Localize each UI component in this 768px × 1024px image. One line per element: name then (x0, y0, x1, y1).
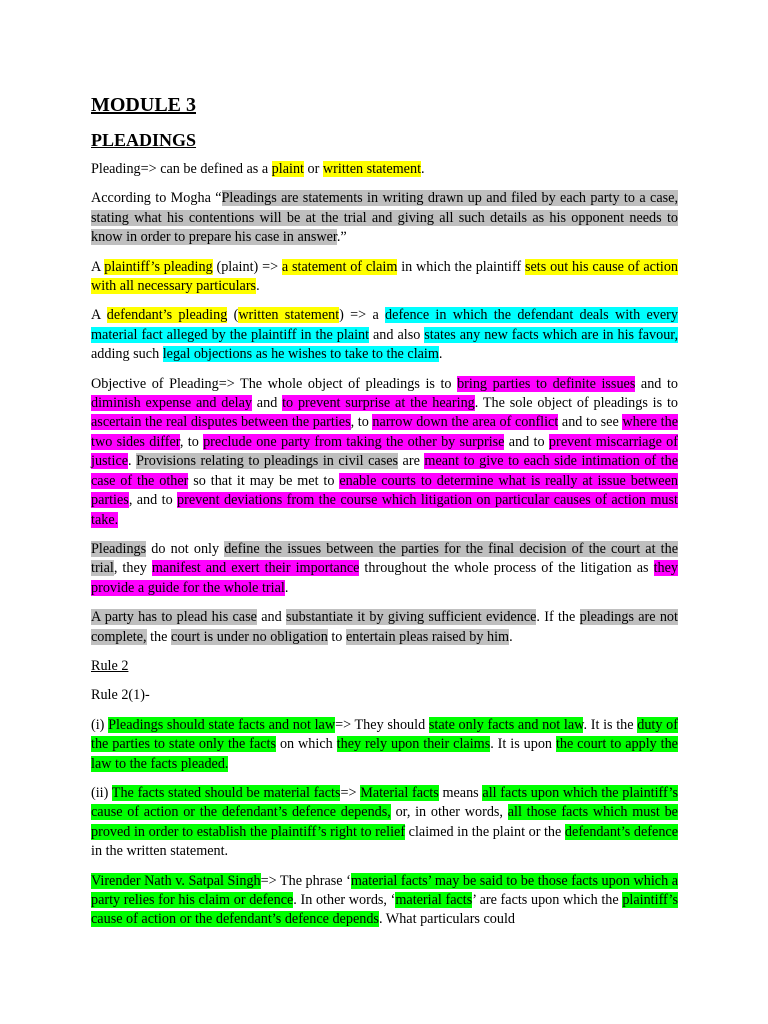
highlighted-text: defendant’s pleading (106, 307, 228, 324)
highlighted-text: Pleadings (91, 540, 147, 557)
text-run: => (340, 784, 361, 801)
highlighted-text: all facts upon which the plaintiff’s cause of action or the defendant’s defence depends, (91, 784, 678, 821)
paragraph-pleadings-importance (91, 540, 678, 598)
text-run: . (509, 628, 513, 645)
text-run: According to Mogha “ (91, 190, 222, 207)
rule-2-heading (91, 657, 678, 676)
highlighted-text: Pleadings should state facts and not law (108, 716, 336, 733)
text-run: (ii) (91, 784, 112, 801)
highlighted-text: written statement (322, 161, 422, 177)
paragraph-rule-facts-not-law (91, 716, 678, 774)
highlighted-text: manifest and exert their importance (151, 560, 360, 577)
text-run: claimed in the plaint or the (405, 823, 565, 840)
text-run: the (146, 628, 171, 645)
highlighted-text: preclude one party from taking the other by surprise (203, 433, 505, 450)
highlighted-text: diminish expense and delay (91, 395, 252, 412)
text-run: => They should (335, 716, 429, 733)
text-run: and also (369, 326, 425, 343)
rule-2-1-heading (91, 686, 678, 705)
text-run: means (438, 784, 483, 801)
text-run: adding such (91, 346, 163, 363)
highlighted-text: plaint (271, 161, 304, 177)
highlighted-text: state only facts and not law (428, 716, 584, 733)
text-run: (i) (91, 716, 109, 733)
text-run: and (256, 609, 286, 626)
text-run: , to (350, 414, 373, 431)
text-run: A (91, 307, 107, 324)
text-run: , they (113, 560, 152, 577)
text-run: Rule 2 (91, 657, 129, 674)
highlighted-text: defence in which the defendant deals with every material fact alleged by the plaintiff in the plaint (91, 307, 678, 343)
text-run: or, in other words, (390, 804, 508, 821)
highlighted-text: Virender Nath v. Satpal Singh (91, 872, 261, 889)
text-run: on which (276, 736, 337, 753)
text-run: A (91, 258, 105, 275)
highlighted-text: material facts (395, 892, 473, 908)
text-run: .” (336, 229, 347, 246)
highlighted-text: the court to apply the law to the facts pleaded. (91, 736, 678, 772)
text-run: . The sole object of pleadings is to (474, 395, 678, 412)
text-run: or (303, 161, 323, 177)
paragraph-mogha-definition (91, 189, 678, 247)
text-run: . It is upon (490, 736, 556, 753)
highlighted-text: written statement (238, 307, 340, 324)
highlighted-text: define the issues between the parties for the final decision of the court at the trial (91, 540, 679, 577)
highlighted-text: prevent miscarriage of justice (91, 433, 678, 470)
highlighted-text: plaintiff’s pleading (104, 258, 213, 275)
text-run: do not only (146, 540, 225, 557)
highlighted-text: prevent deviations from the course which litigation on particular causes of action must take. (91, 492, 678, 528)
text-run: . In other words, ‘ (293, 892, 396, 908)
text-run: Objective of Pleading=> The whole object of pleadings is to (91, 375, 458, 392)
highlighted-text: ascertain the real disputes between the parties (91, 414, 351, 431)
text-run: are (398, 453, 425, 470)
paragraph-objective-of-pleading (91, 375, 678, 530)
highlighted-text: enable courts to determine what is really at issue between parties (91, 472, 678, 509)
text-run: and to see (558, 414, 623, 431)
text-run: . (421, 161, 425, 177)
text-run: in the written statement. (91, 843, 229, 860)
text-run: , and to (128, 492, 178, 509)
text-run: ( (227, 307, 239, 324)
document-body (91, 92, 678, 940)
text-run: (plaint) => (212, 258, 282, 275)
text-run: so that it may be met to (188, 472, 340, 489)
highlighted-text: legal objections as he wishes to take to the claim (162, 346, 439, 363)
highlighted-text: meant to give to each side intimation of the case of the other (91, 453, 678, 489)
highlighted-text: court is under no obligation (170, 628, 328, 645)
highlighted-text: plaintiff’s cause of action or the defendant’s defence depends (91, 892, 679, 928)
text-run: => The phrase ‘ (260, 872, 351, 889)
section-heading: PLEADINGS (91, 130, 197, 150)
text-run: and (252, 395, 283, 412)
module-heading: MODULE 3 (91, 94, 196, 116)
text-run: . (438, 346, 443, 363)
highlighted-text: to prevent surprise at the hearing (282, 395, 475, 412)
paragraph-party-obligation (91, 608, 678, 647)
highlighted-text: The facts stated should be material facts (111, 784, 341, 801)
highlighted-text: duty of the parties to state only the facts (91, 716, 678, 753)
highlighted-text: Pleadings are statements in writing drawn up and filed by each party to a case, stating what his contentions will be at the trial and giving all such details as his opponent needs to know in order to prepare his case in answer (91, 190, 678, 246)
highlighted-text: material facts’ may be said to be those facts upon which a party relies for his claim or defence (91, 872, 679, 908)
highlighted-text: narrow down the area of conflict (372, 414, 559, 431)
text-run: . It is the (583, 716, 638, 733)
highlighted-text: substantiate it by giving sufficient evidence (285, 609, 537, 626)
text-run: and to (635, 375, 679, 392)
text-run: . What particulars could (378, 911, 516, 928)
paragraph-plaintiff-pleading (91, 258, 678, 297)
highlighted-text: Provisions relating to pleadings in civil cases (136, 453, 399, 470)
highlighted-text: entertain pleas raised by him (345, 628, 510, 645)
highlighted-text: pleadings are not complete, (91, 609, 678, 645)
text-run: , to (179, 433, 204, 450)
highlighted-text: sets out his cause of action with all necessary particulars (91, 258, 679, 295)
highlighted-text: A party has to plead his case (91, 609, 257, 626)
text-run: and to (504, 433, 549, 450)
text-run: Pleading=> can be defined as a (91, 161, 272, 177)
highlighted-text: they rely upon their claims (336, 736, 491, 753)
text-run: . (128, 453, 137, 470)
text-run: to (327, 628, 346, 645)
highlighted-text: bring parties to definite issues (457, 375, 636, 392)
highlighted-text: they provide a guide for the whole trial (91, 560, 678, 596)
paragraph-virender-nath-case (91, 872, 678, 930)
text-run: in which the plaintiff (397, 258, 525, 275)
text-run: ) => a (339, 307, 386, 324)
highlighted-text: states any new facts which are in his favour, (424, 326, 678, 343)
paragraph-pleading-definition (91, 160, 678, 179)
highlighted-text: defendant’s defence (564, 823, 679, 840)
text-run: Rule 2(1)- (91, 687, 150, 704)
highlighted-text: all those facts which must be proved in order to establish the plaintiff’s right to relief (91, 804, 678, 840)
text-run: . (284, 579, 289, 596)
text-run: throughout the whole process of the litigation as (359, 560, 654, 577)
text-run: ’ are facts upon which the (472, 892, 623, 908)
paragraph-defendant-pleading (91, 306, 678, 364)
paragraph-material-facts (91, 784, 678, 862)
highlighted-text: a statement of claim (281, 258, 398, 275)
highlighted-text: where the two sides differ (91, 414, 678, 450)
highlighted-text: Material facts (360, 784, 439, 801)
text-run: . If the (536, 609, 580, 626)
text-run: . (256, 278, 260, 295)
